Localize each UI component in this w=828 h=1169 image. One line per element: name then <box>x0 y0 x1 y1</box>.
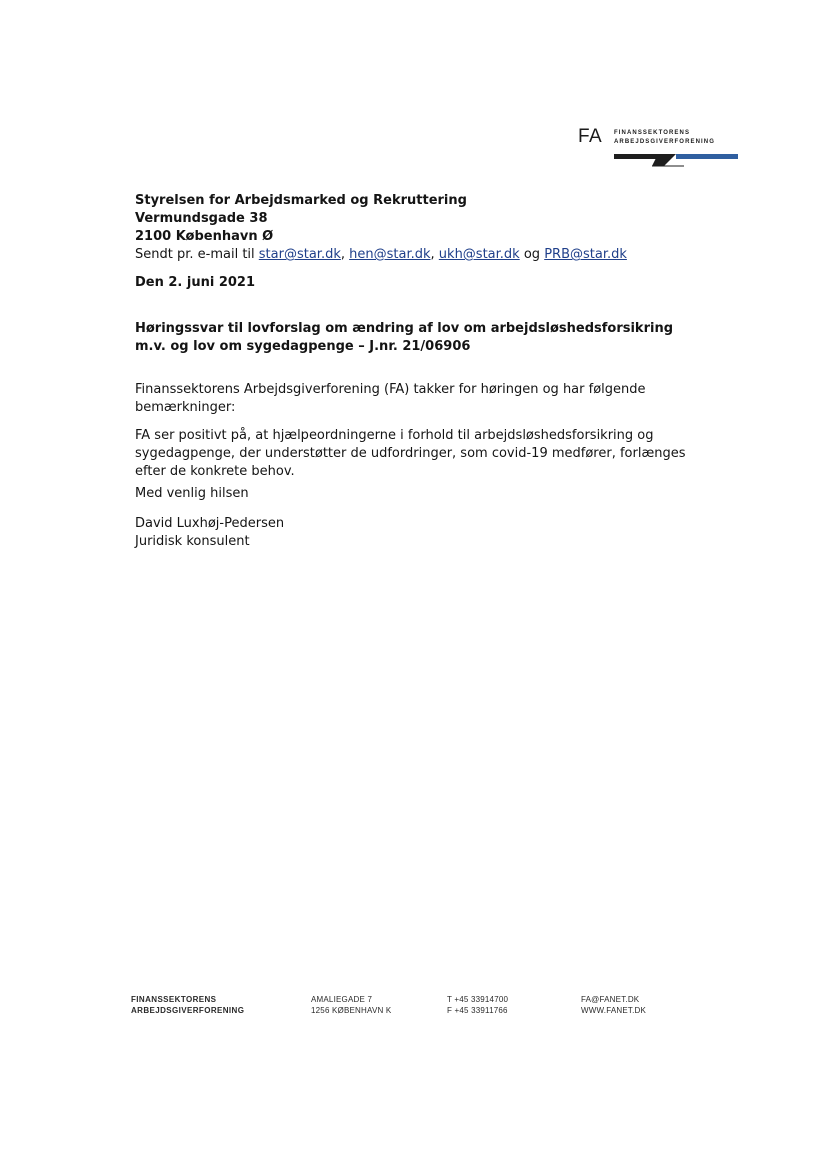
intro-line-2: bemærkninger: <box>135 400 236 415</box>
footer-email[interactable]: FA@FANET.DK <box>581 995 640 1004</box>
logo-text-line1: FINANSSEKTORENS <box>614 130 691 136</box>
footer-phone: T +45 33914700 <box>447 995 509 1004</box>
sent-by-email-line <box>135 246 627 264</box>
body-line-1: FA ser positivt på, at hjælpeordningerne i forhold til arbejdsløshedsforsikring og <box>135 428 654 443</box>
recipient-street: Vermundsgade 38 <box>135 211 268 226</box>
fa-logo <box>578 122 740 172</box>
logo-text-line2: ARBEJDSGIVERFORENING <box>614 139 716 145</box>
footer-address-line1: AMALIEGADE 7 <box>311 995 373 1004</box>
closing-greeting: Med venlig hilsen <box>135 486 249 501</box>
recipient-address <box>135 192 627 264</box>
signatory-title: Juridisk konsulent <box>135 534 250 549</box>
footer-address-line2: 1256 KØBENHAVN K <box>311 1006 392 1015</box>
letter-date: Den 2. juni 2021 <box>135 275 256 290</box>
body-paragraph <box>135 427 685 481</box>
email-link-prb[interactable]: PRB@star.dk <box>544 247 627 262</box>
signatory-name: David Luxhøj-Pedersen <box>135 516 285 531</box>
logo-bars-graphic <box>614 152 740 168</box>
footer-phone-fax <box>447 994 508 1016</box>
email-link-star[interactable]: star@star.dk <box>258 247 341 262</box>
footer-web[interactable]: WWW.FANET.DK <box>581 1006 647 1015</box>
footer-address <box>311 994 391 1016</box>
footer-organization <box>131 994 244 1016</box>
intro-paragraph <box>135 381 646 417</box>
email-link-hen[interactable]: hen@star.dk <box>349 247 431 262</box>
intro-line-1: Finanssektorens Arbejdsgiverforening (FA) takker for høringen og har følgende <box>135 382 646 397</box>
letter-footer <box>131 994 671 1018</box>
letter-subject <box>135 320 673 356</box>
email-link-ukh[interactable]: ukh@star.dk <box>438 247 520 262</box>
email-separator: , <box>340 247 350 262</box>
body-line-2: sygedagpenge, der understøtter de udfordringer, som covid-19 medfører, forlænges <box>135 446 686 461</box>
email-separator: , <box>430 247 439 262</box>
subject-line-1: Høringssvar til lovforslag om ændring af lov om arbejdsløshedsforsikring <box>135 321 674 336</box>
subject-line-2: m.v. og lov om sygedagpenge – J.nr. 21/06906 <box>135 339 471 354</box>
body-line-3: efter de konkrete behov. <box>135 464 295 479</box>
footer-fax: F +45 33911766 <box>447 1006 508 1015</box>
footer-org-line2: ARBEJDSGIVERFORENING <box>131 1006 245 1015</box>
footer-contact <box>581 994 646 1016</box>
logo-mark: FA <box>578 126 603 147</box>
email-separator: og <box>519 247 545 262</box>
recipient-name: Styrelsen for Arbejdsmarked og Rekruttering <box>135 193 467 208</box>
footer-org-line1: FINANSSEKTORENS <box>131 995 217 1004</box>
recipient-city: 2100 København Ø <box>135 229 274 244</box>
signature-block <box>135 515 284 551</box>
sent-prefix: Sendt pr. e-mail til <box>135 247 259 262</box>
